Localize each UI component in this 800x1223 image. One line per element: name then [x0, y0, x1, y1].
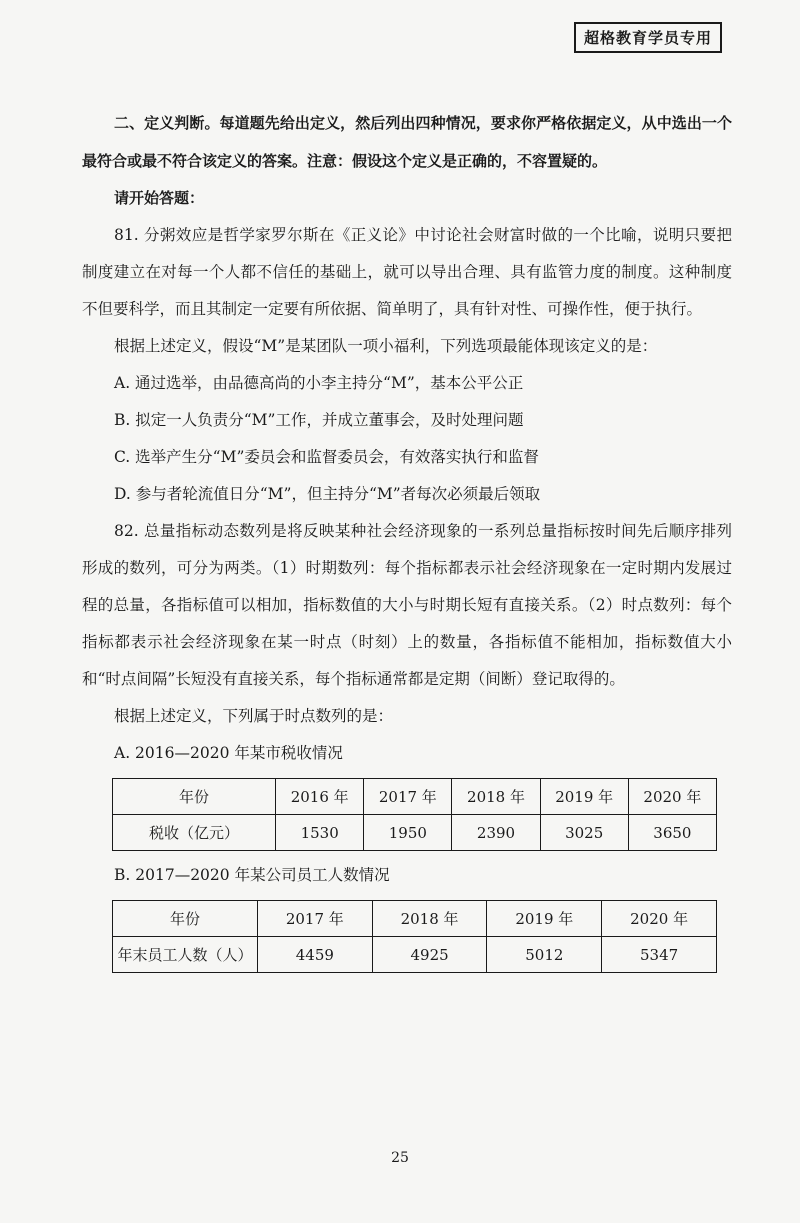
q82-question: 根据上述定义，下列属于时点数列的是：	[114, 707, 394, 725]
table-header-row	[113, 901, 717, 937]
q81-question: 根据上述定义，假设“M”是某团队一项小福利，下列选项最能体现该定义的是：	[114, 337, 658, 355]
section-title: 二、定义判断。每道题先给出定义，然后列出四种情况，要求你严格依据定义，从中选出一个最符合或最不符合该定义的答案。注意：假设这个定义是正确的，不容置疑的。	[82, 114, 732, 170]
page-content	[82, 104, 732, 973]
table-cell: 5012	[487, 937, 602, 973]
table-cell: 4925	[372, 937, 487, 973]
table-cell: 4459	[257, 937, 372, 973]
table-cell: 2019 年	[540, 779, 628, 815]
table-cell: 年份	[113, 779, 276, 815]
table-cell: 2017 年	[364, 779, 452, 815]
table-cell: 2016 年	[276, 779, 364, 815]
tax-table	[112, 778, 717, 851]
table-cell: 1530	[276, 815, 364, 851]
table-cell: 3025	[540, 815, 628, 851]
q81-option-b: B. 拟定一人负责分“M”工作，并成立董事会，及时处理问题	[114, 411, 524, 429]
table-cell: 年份	[113, 901, 258, 937]
table-cell: 2019 年	[487, 901, 602, 937]
staff-table	[112, 900, 717, 973]
table-cell: 2018 年	[452, 779, 540, 815]
table-header-row	[113, 779, 717, 815]
table-cell: 2390	[452, 815, 540, 851]
q82-option-b-label: B. 2017—2020 年某公司员工人数情况	[114, 866, 390, 884]
start-prompt: 请开始答题：	[114, 189, 205, 207]
table-cell: 2018 年	[372, 901, 487, 937]
table-cell: 3650	[628, 815, 716, 851]
table-cell: 2020 年	[628, 779, 716, 815]
q81-option-d: D. 参与者轮流值日分“M”，但主持分“M”者每次必须最后领取	[114, 485, 541, 503]
table-cell: 年末员工人数（人）	[113, 937, 258, 973]
table-row	[113, 937, 717, 973]
q82-stem: 82. 总量指标动态数列是将反映某种社会经济现象的一系列总量指标按时间先后顺序排列形成的数列，可分为两类。（1）时期数列：每个指标都表示社会经济现象在一定时期内发展过程的总量，各指标值可以相加，指标数值的大小与时期长短有直接关系。（2）时点数列：每个指标都表示社会经济现象在某一时点（时刻）上的数量，各指标值不能相加，指标数值大小和“时点间隔”长短没有直接关系，每个指标通常都是定期（间断）登记取得的。	[82, 522, 732, 688]
member-stamp: 超格教育学员专用	[574, 22, 722, 53]
q81-stem: 81. 分粥效应是哲学家罗尔斯在《正义论》中讨论社会财富时做的一个比喻，说明只要把制度建立在对每一个人都不信任的基础上，就可以导出合理、具有监管力度的制度。这种制度不但要科学，而且其制定一定要有所依据、简单明了，具有针对性、可操作性，便于执行。	[82, 226, 732, 318]
q81-option-c: C. 选举产生分“M”委员会和监督委员会，有效落实执行和监督	[114, 448, 539, 466]
page-number: 25	[391, 1150, 409, 1166]
table-cell: 2020 年	[602, 901, 717, 937]
table-cell: 2017 年	[257, 901, 372, 937]
q81-option-a: A. 通过选举，由品德高尚的小李主持分“M”，基本公平公正	[114, 374, 524, 392]
table-cell: 5347	[602, 937, 717, 973]
q82-option-a-label: A. 2016—2020 年某市税收情况	[114, 744, 343, 762]
table-row	[113, 815, 717, 851]
table-cell: 税收（亿元）	[113, 815, 276, 851]
table-cell: 1950	[364, 815, 452, 851]
